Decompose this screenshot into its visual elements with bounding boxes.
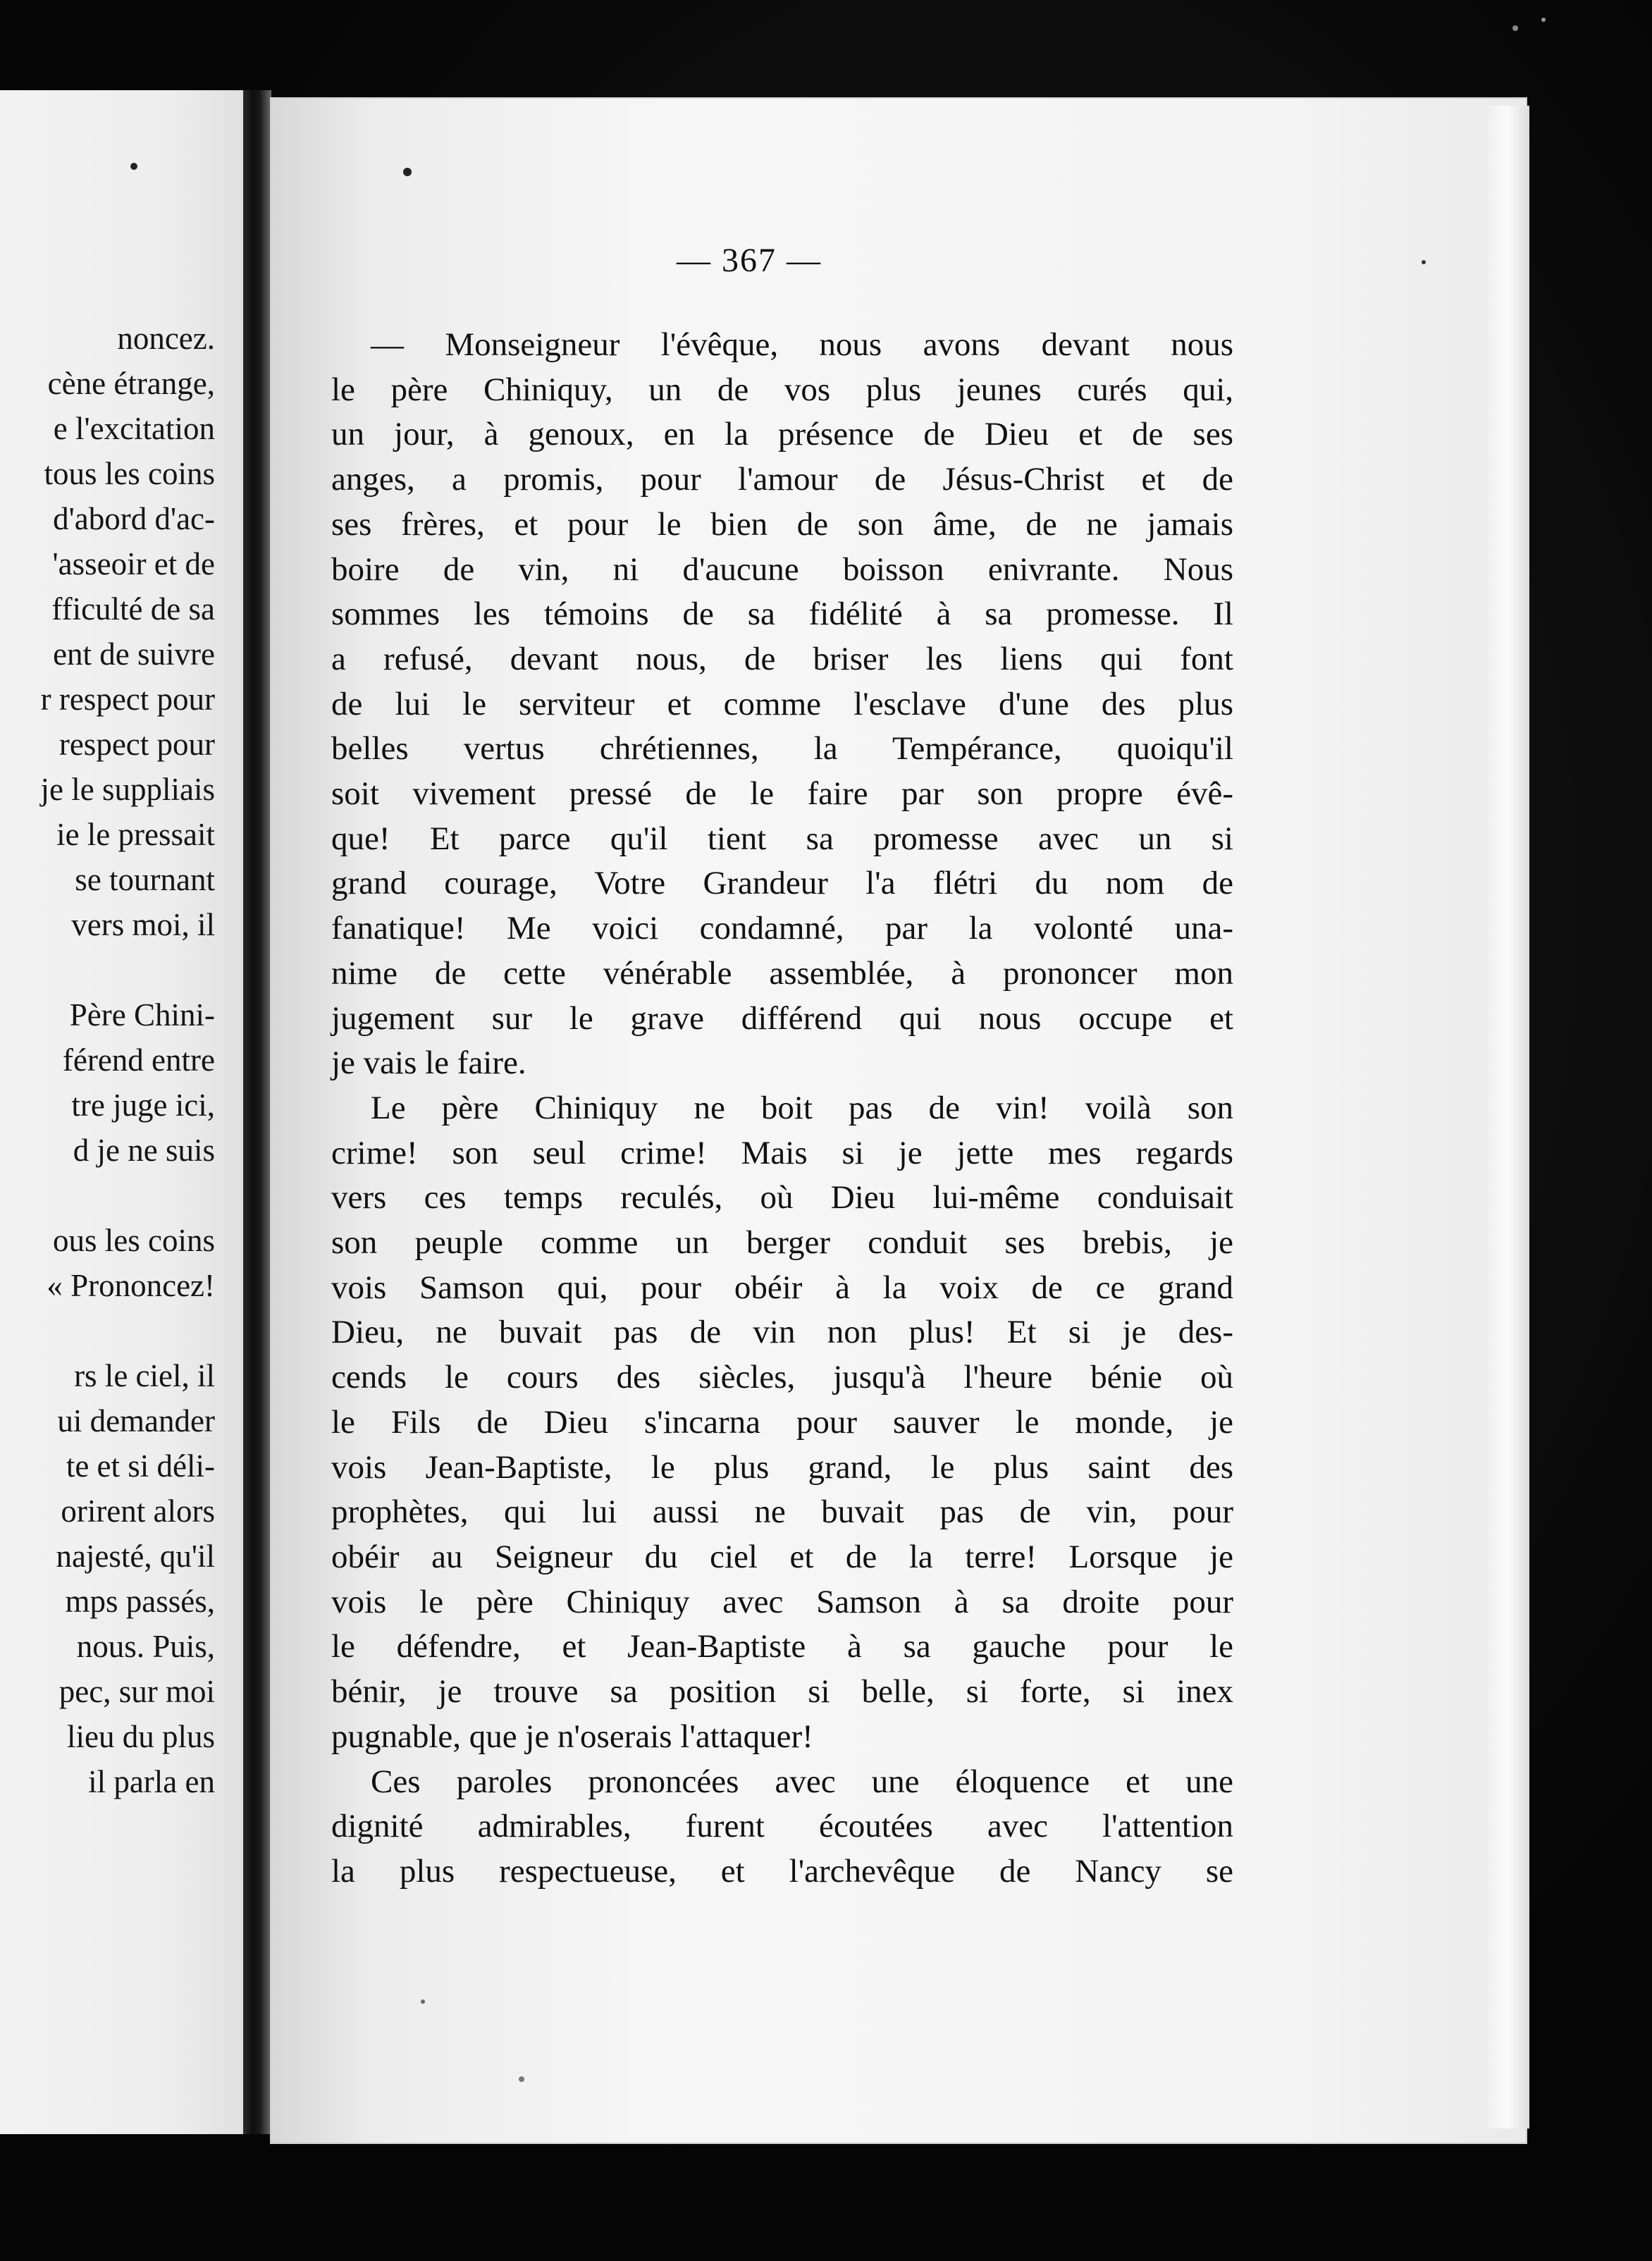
text-line: Le père Chiniquy ne boit pas de vin! voilà son: [371, 1089, 1233, 1126]
previous-page-line: vers moi, il: [71, 907, 215, 942]
previous-page-line: r respect pour: [40, 682, 215, 717]
previous-page-line: noncez.: [117, 321, 215, 356]
book-gutter: [243, 90, 271, 2134]
text-line: pugnable, que je n'oserais l'attaquer!: [331, 1718, 813, 1755]
text-line: obéir au Seigneur du ciel et de la terre! Lorsque je: [331, 1538, 1233, 1575]
previous-page-line: Père Chini-: [69, 997, 215, 1033]
text-line: la plus respectueuse, et l'archevêque de Nancy se: [331, 1852, 1233, 1890]
previous-page-line: je le suppliais: [40, 772, 215, 807]
text-line: nime de cette vénérable assemblée, à prononcer mon: [331, 954, 1233, 992]
text-line: le Fils de Dieu s'incarna pour sauver le monde, je: [331, 1403, 1233, 1441]
previous-page-line: se tournant: [75, 862, 215, 897]
text-line: ses frères, et pour le bien de son âme, de ne jamais: [331, 505, 1233, 543]
previous-page-line: tre juge ici,: [71, 1088, 215, 1123]
previous-page-line: respect pour: [58, 727, 215, 762]
previous-page-line: ie le pressait: [56, 817, 215, 852]
previous-page-line: d je ne suis: [73, 1133, 215, 1168]
text-line: jugement sur le grave différend qui nous occupe et: [331, 999, 1233, 1037]
paragraph-gap: [0, 947, 215, 992]
text-line: de lui le serviteur et comme l'esclave d'une des plus: [331, 685, 1233, 722]
page-number: — 367 —: [677, 242, 822, 279]
text-line: a refusé, devant nous, de briser les liens qui font: [331, 640, 1233, 677]
text-line: je vais le faire.: [331, 1045, 526, 1082]
previous-page-line: ous les coins: [53, 1223, 215, 1258]
previous-page-line: férend entre: [62, 1042, 215, 1078]
text-line: vois Jean-Baptiste, le plus grand, le plus saint des: [331, 1448, 1233, 1486]
text-line: prophètes, qui lui aussi ne buvait pas de vin, pour: [331, 1493, 1233, 1531]
previous-page-line: tous les coins: [44, 456, 215, 491]
previous-page-line: 'asseoir et de: [52, 546, 215, 581]
text-line: son peuple comme un berger conduit ses brebis, je: [331, 1224, 1233, 1262]
previous-page-line: cène étrange,: [47, 366, 215, 401]
page-edge: [1487, 106, 1529, 2128]
previous-page-line: rs le ciel, il: [74, 1358, 215, 1393]
text-line: le défendre, et Jean-Baptiste à sa gauche pour le: [331, 1628, 1233, 1665]
previous-page-line: « Prononcez!: [47, 1268, 215, 1303]
previous-page-fragment: [0, 90, 243, 2134]
previous-page-line: fficulté de sa: [51, 591, 215, 627]
text-line: le père Chiniquy, un de vos plus jeunes curés qui,: [331, 371, 1233, 408]
text-line: crime! son seul crime! Mais si je jette mes regards: [331, 1134, 1233, 1171]
previous-page-line: d'abord d'ac-: [53, 501, 215, 536]
text-line: que! Et parce qu'il tient sa promesse avec un si: [331, 820, 1233, 857]
previous-page-line: e l'excitation: [53, 411, 215, 446]
previous-page-line: mps passés,: [65, 1584, 215, 1619]
previous-page-line: najesté, qu'il: [56, 1539, 215, 1574]
text-line: boire de vin, ni d'aucune boisson enivrante. Nous: [331, 550, 1233, 588]
paragraph-gap: [0, 1308, 215, 1353]
text-line: belles vertus chrétiennes, la Tempérance, quoiqu'il: [331, 730, 1233, 768]
text-line: — Monseigneur l'évêque, nous avons devant nous: [371, 326, 1233, 363]
text-line: soit vivement pressé de le faire par son propre évê-: [331, 775, 1233, 813]
previous-page-line: orirent alors: [61, 1493, 215, 1529]
text-line: vers ces temps reculés, où Dieu lui-même conduisait: [331, 1179, 1233, 1216]
text-line: vois Samson qui, pour obéir à la voix de ce grand: [331, 1269, 1233, 1306]
previous-page-line: il parla en: [88, 1764, 215, 1799]
previous-page-line: te et si déli-: [66, 1448, 215, 1484]
text-line: dignité admirables, furent écoutées avec l'attention: [331, 1808, 1233, 1845]
previous-page-line: lieu du plus: [67, 1719, 215, 1754]
text-line: fanatique! Me voici condamné, par la volonté una-: [331, 910, 1233, 947]
text-line: anges, a promis, pour l'amour de Jésus-Christ et de: [331, 461, 1233, 498]
page-body: [331, 323, 1233, 1895]
text-line: Ces paroles prononcées avec une éloquence et une: [371, 1763, 1233, 1800]
text-line: sommes les témoins de sa fidélité à sa promesse. Il: [331, 596, 1233, 633]
previous-page-line: pec, sur moi: [58, 1674, 215, 1709]
previous-page-line: ui demander: [57, 1403, 215, 1438]
text-line: vois le père Chiniquy avec Samson à sa droite pour: [331, 1583, 1233, 1620]
text-line: Dieu, ne buvait pas de vin non plus! Et si je des-: [331, 1314, 1233, 1351]
previous-page-line: ent de suivre: [53, 636, 215, 672]
previous-page-text: [0, 316, 215, 1804]
text-line: grand courage, Votre Grandeur l'a flétri du nom de: [331, 865, 1233, 902]
paragraph-gap: [0, 1173, 215, 1218]
text-line: un jour, à genoux, en la présence de Dieu et de ses: [331, 416, 1233, 453]
text-line: bénir, je trouve sa position si belle, si forte, si inex: [331, 1673, 1233, 1711]
text-line: cends le cours des siècles, jusqu'à l'heure bénie où: [331, 1359, 1233, 1396]
previous-page-line: nous. Puis,: [76, 1629, 215, 1664]
